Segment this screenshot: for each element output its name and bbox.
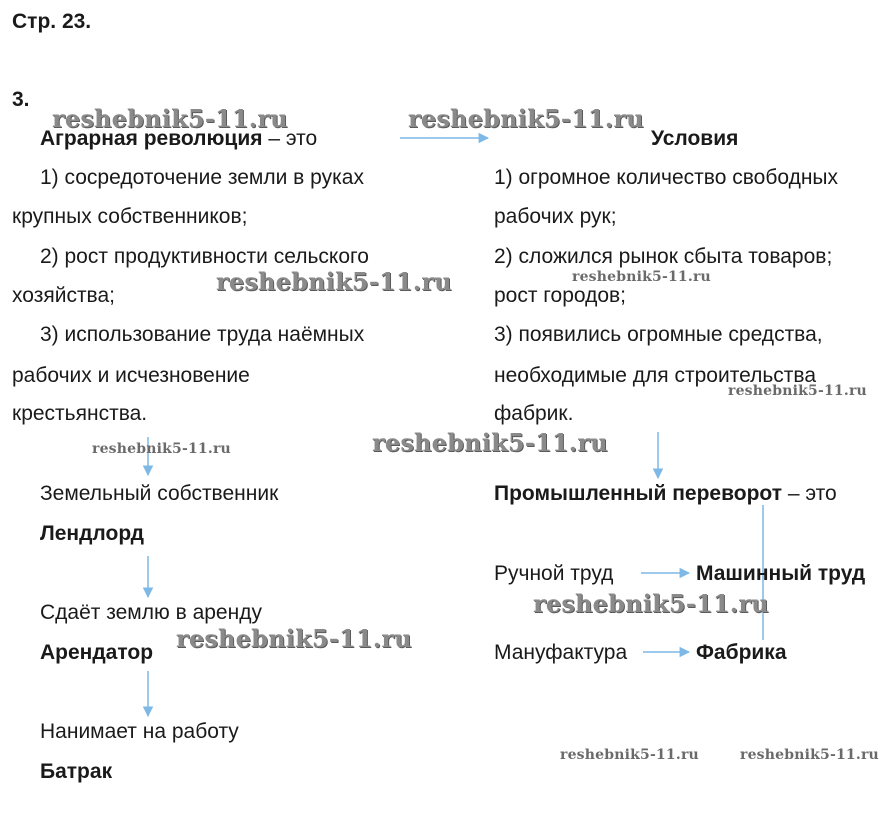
watermark: reshebnik5-11.ru: [728, 383, 867, 399]
page-label: Стр. 23.: [12, 10, 92, 33]
chain-role-farmhand: Батрак: [40, 760, 113, 783]
chain-caption-rents: Сдаёт землю в аренду: [40, 601, 262, 624]
watermark: reshebnik5-11.ru: [408, 104, 644, 133]
watermark: reshebnik5-11.ru: [560, 747, 699, 763]
transition-from-manual: Ручной труд: [494, 562, 614, 585]
right-item-line: рабочих рук;: [494, 205, 617, 228]
agrarian-revolution-term: Аграрная революция: [40, 127, 263, 150]
watermark: reshebnik5-11.ru: [216, 267, 452, 296]
industrial-revolution-definition: [494, 482, 837, 506]
left-item-line: 3) использование труда наёмных: [40, 323, 365, 346]
task-number: 3.: [12, 88, 30, 111]
left-item-line: 2) рост продуктивности сельского: [40, 245, 369, 268]
transition-from-manufactory: Мануфактура: [494, 641, 628, 664]
watermark: reshebnik5-11.ru: [92, 441, 231, 457]
left-item-line: крестьянства.: [12, 402, 148, 425]
industrial-revolution-term: Промышленный переворот: [494, 482, 782, 505]
left-item-line: крупных собственников;: [12, 205, 248, 228]
left-item-line: рабочих и исчезновение: [12, 364, 250, 387]
chain-caption-landowner: Земельный собственник: [40, 482, 279, 505]
right-item-line: 1) огромное количество свободных: [494, 166, 839, 189]
left-item-line: хозяйства;: [12, 284, 115, 307]
right-item-line: 3) появились огромные средства,: [494, 323, 823, 346]
watermark: reshebnik5-11.ru: [52, 104, 288, 133]
right-item-line: необходимые для строительства: [494, 364, 816, 387]
watermark: reshebnik5-11.ru: [372, 428, 608, 457]
watermark: reshebnik5-11.ru: [176, 624, 412, 653]
watermark: reshebnik5-11.ru: [533, 589, 769, 618]
industrial-revolution-dash: – это: [781, 482, 837, 505]
right-item-line: 2) сложился рынок сбыта товаров;: [494, 245, 833, 268]
transition-to-machine: Машинный труд: [696, 562, 866, 585]
watermark: reshebnik5-11.ru: [572, 269, 711, 285]
chain-role-tenant: Арендатор: [40, 641, 154, 664]
chain-caption-hires: Нанимает на работу: [40, 720, 239, 743]
left-item-line: 1) сосредоточение земли в руках: [40, 166, 364, 189]
right-item-line: рост городов;: [494, 284, 627, 307]
transition-to-factory: Фабрика: [696, 641, 787, 664]
agrarian-revolution-dash: – это: [262, 127, 318, 150]
right-item-line: фабрик.: [494, 402, 574, 425]
chain-role-landlord: Лендлорд: [40, 522, 144, 545]
conditions-title: Условия: [651, 127, 739, 150]
watermark: reshebnik5-11.ru: [740, 747, 879, 763]
